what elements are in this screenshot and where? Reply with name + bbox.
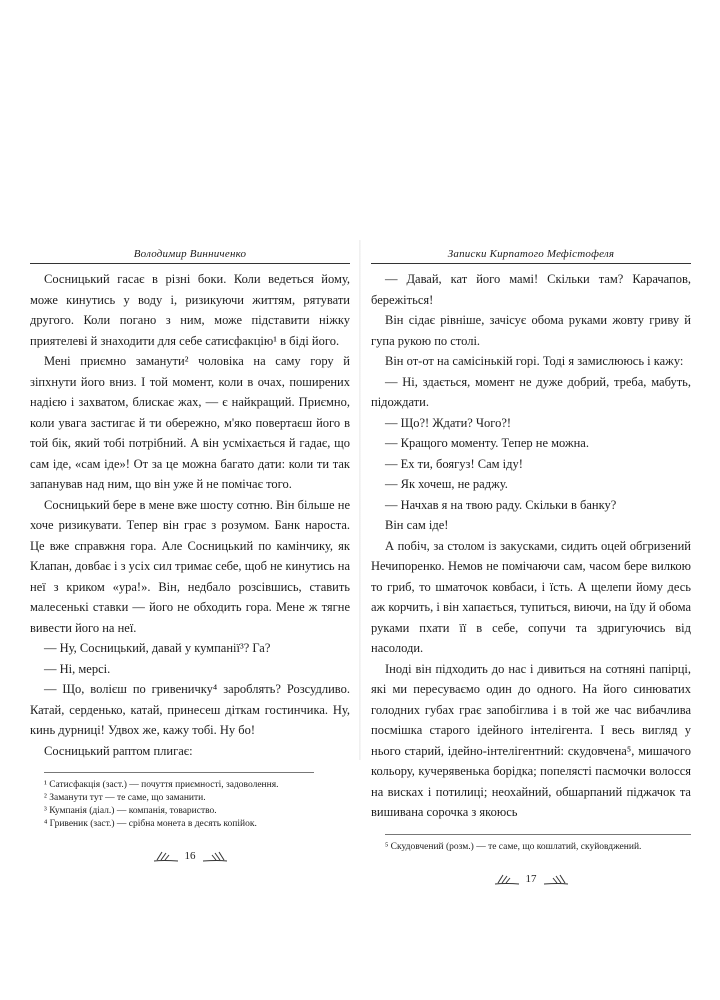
paragraph: Він сам іде! — [385, 518, 449, 532]
footnote: ⁵ Скудовчений (розм.) — те саме, що кошлатий, скуйовджений. — [385, 841, 642, 852]
left-folio — [30, 849, 350, 863]
flourish-right-icon — [543, 872, 569, 886]
paragraph: — Начхав я на твою раду. Скільки в банку? — [385, 497, 617, 512]
paragraph: — Що?! Ждати? Чого?! — [385, 415, 512, 430]
paragraph: Іноді він підходить до нас і дивиться на сотняні папірці, які ми пересуваємо один до одного. На його синюватих голодних губах грає запобіглива і в той же час вибачлива посмішка старого ідейного інтелігента. І весь вигляд у нього старий, ідейно-інтелігентний: скудовчена⁵, мишачого кольору, кучерявенька борідка; попелясті пасмочки волосся на висках і потилиці; неохайний, обшарпаний піджачок та вишивана сорочка з якоюсь — [371, 661, 691, 819]
paragraph: — Ну, Сосницький, давай у кумпанії³? Га? — [44, 641, 271, 655]
paragraph: — Кращого моменту. Тепер не можна. — [385, 436, 589, 450]
paragraph: — Ні, мерсі. — [44, 661, 111, 676]
paragraph: Сосницький гасає в різні боки. Коли ведеться йому, може кинутись у воду і, ризикуючи життям, рятувати другого. Коли погано з ним, може підставити ніжку приятелеві й знаходити для себе сатисфакцію¹ в біді його. — [30, 272, 350, 348]
right-running-head: Записки Кирпатого Мефістофеля — [371, 248, 691, 264]
left-body-text — [30, 269, 350, 761]
paragraph: Сосницький бере в мене вже шосту сотню. Він більше не хоче ризикувати. Тепер він грає з розумом. Банк нароста. Це вже справжня гора. Але Сосницький по камінчику, як Клапан, довбає і з усіх сил тримає себе, щоб не кинутись на неї з криком «ура!». Він, недбало розсівшись, ставить малесенькі ставки — його не обходить гора. Мене ж тягне вивести його на неї. — [30, 497, 350, 635]
footnote: ³ Кумпанія (діал.) — компанія, товариство. — [44, 806, 217, 816]
page-number: 16 — [184, 850, 196, 862]
right-footnotes — [385, 834, 691, 854]
footnote: ⁴ Гривеник (заст.) — срібна монета в десять копійок. — [44, 819, 257, 829]
gutter — [359, 240, 361, 760]
right-folio — [371, 872, 691, 886]
flourish-right-icon — [202, 849, 228, 863]
right-body-text — [371, 269, 691, 823]
paragraph: А побіч, за столом із закусками, сидить оцей обгризений Нечипоренко. Немов не помічаючи сам, часом бере вилкою то гриб, то шматочок ковбаси, і їсть. А щелепи йому десь аж корчить, і він хапається, тупиться, виючи, на їду й обома руками пхати її в себе, сопучи та здригуючись від насолоди. — [371, 538, 691, 655]
paragraph: — Ех ти, боягуз! Сам іду! — [385, 456, 523, 471]
flourish-left-icon — [494, 872, 520, 886]
paragraph: — Як хочеш, не раджу. — [385, 477, 508, 491]
left-running-head: Володимир Винниченко — [30, 248, 350, 264]
paragraph: Він от-от на самісінькій горі. Тоді я замислююсь і кажу: — [385, 354, 684, 368]
left-footnotes — [44, 772, 314, 831]
paragraph: Він сідає рівніше, зачісує обома руками жовту гриву й гупа рукою по столі. — [371, 313, 691, 348]
paragraph: — Давай, кат його мамі! Скільки там? Карачапов, бережіться! — [371, 272, 691, 307]
footnote: ¹ Сатисфакція (заст.) — почуття приємності, задоволення. — [44, 780, 279, 790]
left-page — [30, 248, 350, 863]
page-number: 17 — [525, 872, 537, 885]
paragraph: — Що, волієш по гривеничку⁴ зароблять? Розсудливо. Катай, серденько, катай, принесеш діткам гостинчика. Ну, кинь дурниці! Удвох же, кажу тобі. Ну бо! — [30, 682, 350, 737]
paragraph: Мені приємно заманути² чоловіка на саму гору й зіпхнути його вниз. І той момент, коли в очах, поширених надією і захватом, блискає жах, — є найкращий. Приємно, коли увага застигає й ти обережно, м'яко повертаєш його в той бік, який тобі потрібний. А він усміхається й гадає, що сам іде, «сам іде»! От за це можна багато дати: коли ти так запанував над ним, що він уже й не помічає того. — [30, 354, 350, 491]
footnote: ² Заманути тут — те саме, що заманити. — [44, 793, 206, 803]
flourish-left-icon — [153, 849, 179, 863]
paragraph: — Ні, здається, момент не дуже добрий, треба, мабуть, підождати. — [371, 374, 691, 409]
right-page — [371, 248, 691, 886]
paragraph: Сосницький раптом плигає: — [44, 743, 193, 758]
